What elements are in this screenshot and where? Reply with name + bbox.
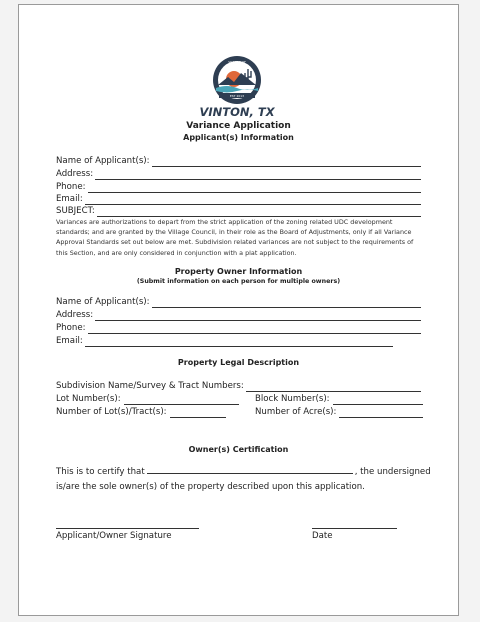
owner-phone-field[interactable] xyxy=(56,323,421,334)
owner-phone-label: Phone: xyxy=(56,323,86,333)
block-number-line[interactable] xyxy=(333,395,423,405)
logo-name: VINTON, TX xyxy=(199,105,275,119)
acre-count-field[interactable] xyxy=(255,407,423,418)
owner-phone-line[interactable] xyxy=(88,324,421,334)
lot-tract-count-field[interactable] xyxy=(56,407,226,418)
lot-number-field[interactable] xyxy=(56,394,239,405)
form-subtitle: Applicant(s) Information xyxy=(183,133,294,142)
owner-email-line[interactable] xyxy=(85,337,393,347)
variance-description: Variances are authorizations to depart from the strict application of the zoning related UDC development standards; and are granted by the Village Council, in their role as the Board of Adjustments, only if all Variance Approval Standards set out below are met. Subdivision related variances are not subject to the requirements of this Section, and are only considered in conjunction with a plat application. xyxy=(56,218,414,257)
subdivision-field[interactable] xyxy=(56,381,421,392)
block-number-field[interactable] xyxy=(255,394,423,405)
subdivision-label: Subdivision Name/Survey & Tract Numbers: xyxy=(56,381,244,391)
applicant-phone-label: Phone: xyxy=(56,182,86,192)
application-page xyxy=(18,4,459,616)
form-title: Variance Application xyxy=(186,121,291,131)
applicant-email-line[interactable] xyxy=(85,195,421,205)
owner-email-field[interactable] xyxy=(56,336,393,347)
applicant-email-label: Email: xyxy=(56,194,83,204)
logo-banner-text: VILLAGE OF xyxy=(228,60,246,64)
acre-count-label: Number of Acre(s): xyxy=(255,407,337,417)
vinton-tx-logo xyxy=(199,55,275,125)
owner-address-label: Address: xyxy=(56,310,94,320)
applicant-address-line[interactable] xyxy=(95,170,421,180)
certification-line-1 xyxy=(56,464,431,480)
owner-address-line[interactable] xyxy=(95,311,421,321)
logo-year-text: EST 2013 xyxy=(229,94,245,98)
owner-name-blank[interactable] xyxy=(147,464,353,474)
applicant-name-line[interactable] xyxy=(152,157,421,167)
certification-title: Owner(s) Certification xyxy=(188,445,289,454)
applicant-address-field[interactable] xyxy=(56,169,421,180)
subdivision-line[interactable] xyxy=(246,382,421,392)
lot-tract-count-line[interactable] xyxy=(170,408,226,418)
subject-label: SUBJECT: xyxy=(56,206,95,216)
owner-email-label: Email: xyxy=(56,336,83,346)
owner-name-line[interactable] xyxy=(152,298,421,308)
signature-line[interactable] xyxy=(56,528,199,529)
certification-line-2: is/are the sole owner(s) of the property described upon this application. xyxy=(56,482,365,492)
applicant-phone-line[interactable] xyxy=(88,183,421,193)
lot-number-label: Lot Number(s): xyxy=(56,394,121,404)
date-label: Date xyxy=(312,531,333,541)
lot-number-line[interactable] xyxy=(124,395,239,405)
subject-line[interactable] xyxy=(97,207,421,217)
legal-description-title: Property Legal Description xyxy=(177,358,300,367)
applicant-name-field[interactable] xyxy=(56,156,421,167)
acre-count-line[interactable] xyxy=(339,408,423,418)
certify-text-before: This is to certify that xyxy=(56,467,145,477)
applicant-address-label: Address: xyxy=(56,169,94,179)
certify-text-after: , the undersigned xyxy=(354,467,431,477)
lot-tract-count-label: Number of Lot(s)/Tract(s): xyxy=(56,407,167,417)
property-owner-note: (Submit information on each person for multiple owners) xyxy=(136,278,341,285)
property-owner-title: Property Owner Information xyxy=(174,267,303,276)
date-line[interactable] xyxy=(312,528,397,529)
applicant-name-label: Name of Applicant(s): xyxy=(56,156,150,166)
applicant-email-field[interactable] xyxy=(56,194,421,205)
applicant-phone-field[interactable] xyxy=(56,182,421,193)
signature-label: Applicant/Owner Signature xyxy=(56,531,172,541)
owner-address-field[interactable] xyxy=(56,310,421,321)
owner-name-field[interactable] xyxy=(56,297,421,308)
block-number-label: Block Number(s): xyxy=(255,394,330,404)
owner-name-label: Name of Applicant(s): xyxy=(56,297,150,307)
subject-field[interactable] xyxy=(56,206,421,217)
